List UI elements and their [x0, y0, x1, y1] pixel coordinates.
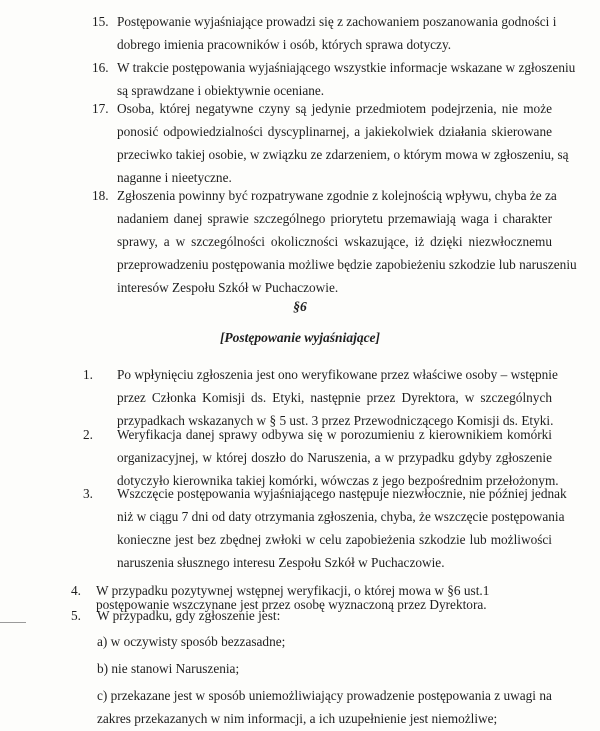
list-item-15	[92, 10, 557, 56]
item-text: ponosić odpowiedzialności dyscyplinarnej, a jakiekolwiek działania skierowane	[117, 124, 552, 139]
item-number: 17.	[92, 101, 109, 116]
list-item-16	[92, 56, 576, 102]
subitem-list	[97, 630, 552, 730]
item-text: postępowanie wszczynane jest przez osobę wyznaczoną przez Dyrektora.	[96, 597, 487, 612]
item-number: 4.	[71, 583, 81, 598]
item-text: Weryfikacja danej sprawy odbywa się w porozumieniu z kierownikiem komórki	[117, 427, 552, 442]
item-text: organizacyjnej, w której doszło do Naruszenia, a w przypadku gdyby zgłoszenie	[117, 450, 552, 465]
item-number: 5.	[71, 608, 81, 623]
item-text: Zgłoszenia powinny być rozpatrywane zgodnie z kolejnością wpływu, chyba że za	[117, 188, 557, 203]
subitem-c-continued: zakres przekazanych w nim informacji, a ich uzupełnienie jest niemożliwe;	[97, 711, 498, 726]
item-text: przeprowadzeniu postępowania możliwe będzie zapobieżeniu szkodzie lub naruszeniu	[117, 257, 577, 272]
item-text: sprawy, a w szczególności okoliczności wskazujące, iż dzięki niezwłocznemu	[117, 234, 552, 249]
item-text: W przypadku, gdy zgłoszenie jest:	[97, 608, 281, 623]
item-text: niż w ciągu 7 dni od daty otrzymania zgłoszenia, chyba, że wszczęcie postępowania	[117, 509, 565, 524]
subitem-a: a) w oczywisty sposób bezzasadne;	[97, 634, 286, 649]
section-title: [Postępowanie wyjaśniające]	[219, 330, 381, 345]
item-number: 15.	[92, 14, 109, 29]
item-text: dobrego imienia pracowników i osób, których sprawa dotyczy.	[117, 37, 452, 52]
item-number: 1.	[83, 367, 93, 382]
section-number: §6	[293, 299, 307, 314]
item-number: 18.	[92, 188, 109, 203]
item-number: 3.	[83, 486, 93, 501]
item-text: W przypadku pozytywnej wstępnej weryfikacji, o której mowa w §6 ust.1	[96, 583, 490, 598]
item-text: Postępowanie wyjaśniające prowadzi się z zachowaniem poszanowania godności i	[117, 14, 557, 29]
item-number: 16.	[92, 60, 109, 75]
item-text: przypadkach wskazanych w § 5 ust. 3 przez Przewodniczącego Komisji ds. Etyki.	[117, 413, 554, 428]
section-item-5	[71, 604, 552, 627]
list-item-18	[92, 184, 577, 299]
item-text: Osoba, której negatywne czyny są jedynie przedmiotem podejrzenia, nie może	[117, 101, 552, 116]
list-item-17	[92, 97, 569, 189]
subitem-c: c) przekazane jest w sposób uniemożliwiający prowadzenie postępowania z uwagi na	[97, 688, 552, 703]
item-text: interesów Zespołu Szkół w Puchaczowie.	[117, 280, 339, 295]
subitem-b: b) nie stanowi Naruszenia;	[97, 661, 240, 676]
section-item-1	[83, 363, 558, 432]
item-text: naruszenia słusznego interesu Zespołu Szkół w Puchaczowie.	[117, 555, 445, 570]
section-item-3	[83, 482, 567, 574]
item-number: 2.	[83, 427, 93, 442]
item-text: Po wpłynięciu zgłoszenia jest ono weryfikowane przez właściwe osoby – wstępnie	[117, 367, 558, 382]
item-text: naganne i nieetyczne.	[117, 170, 232, 185]
item-text: Wszczęcie postępowania wyjaśniającego następuje niezwłocznie, nie później jednak	[117, 486, 567, 501]
margin-mark	[0, 622, 26, 623]
item-text: dotyczyło kierownika takiej komórki, wówczas z jego bezpośrednim przełożonym.	[117, 473, 559, 488]
item-text: przeciwko takiej osobie, w związku ze zdarzeniem, o którym mowa w zgłoszeniu, są	[117, 147, 569, 162]
item-text: konieczne jest bez zbędnej zwłoki w celu zapobieżenia szkodzie lub możliwości	[117, 532, 552, 547]
item-text: nadaniem danej sprawie szczególnego priorytetu przemawiają waga i charakter	[117, 211, 552, 226]
item-text: W trakcie postępowania wyjaśniającego wszystkie informacje wskazane w zgłoszeniu	[117, 60, 576, 75]
item-text: przez Członka Komisji ds. Etyki, następnie przez Dyrektora, w szczególnych	[117, 390, 552, 405]
item-text: są sprawdzane i obiektywnie oceniane.	[117, 83, 325, 98]
